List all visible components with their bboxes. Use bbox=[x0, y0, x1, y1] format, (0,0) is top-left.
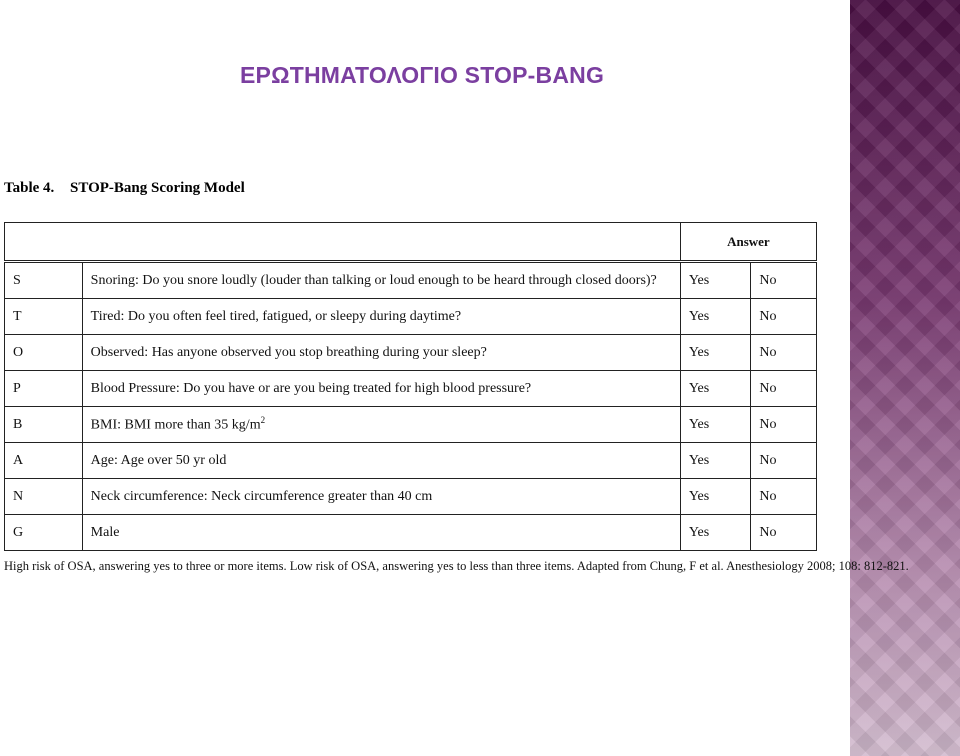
row-question: Male bbox=[82, 515, 680, 551]
row-no: No bbox=[751, 299, 817, 335]
table-row bbox=[5, 299, 817, 335]
row-no: No bbox=[751, 407, 817, 443]
table-caption-title: STOP-Bang Scoring Model bbox=[70, 180, 245, 196]
row-yes: Yes bbox=[680, 479, 751, 515]
table-row bbox=[5, 479, 817, 515]
row-letter: P bbox=[5, 371, 83, 407]
row-letter: G bbox=[5, 515, 83, 551]
row-no: No bbox=[751, 515, 817, 551]
row-question-superscript: 2 bbox=[260, 415, 266, 426]
row-yes: Yes bbox=[680, 443, 751, 479]
table-row bbox=[5, 262, 817, 299]
row-letter: T bbox=[5, 299, 83, 335]
row-letter: O bbox=[5, 335, 83, 371]
row-no: No bbox=[751, 262, 817, 299]
stop-bang-table bbox=[4, 222, 817, 551]
table-caption-number: Table 4. bbox=[4, 180, 55, 196]
row-letter: A bbox=[5, 443, 83, 479]
header-blank-cell bbox=[5, 223, 681, 262]
row-question: Neck circumference: Neck circumference greater than 40 cm bbox=[82, 479, 680, 515]
row-question-text: BMI: BMI more than 35 kg/m bbox=[90, 417, 261, 433]
row-question: Snoring: Do you snore loudly (louder than talking or loud enough to be heard through closed doors)? bbox=[82, 262, 680, 299]
row-no: No bbox=[751, 443, 817, 479]
table-row bbox=[5, 443, 817, 479]
row-yes: Yes bbox=[680, 335, 751, 371]
row-question: Blood Pressure: Do you have or are you being treated for high blood pressure? bbox=[82, 371, 680, 407]
slide-title: ΕΡΩΤΗΜΑΤΟΛΟΓΙΟ STOP-BANG bbox=[240, 62, 605, 88]
row-yes: Yes bbox=[680, 299, 751, 335]
table-row bbox=[5, 515, 817, 551]
row-question: Observed: Has anyone observed you stop breathing during your sleep? bbox=[82, 335, 680, 371]
row-question: Tired: Do you often feel tired, fatigued, or sleepy during daytime? bbox=[82, 299, 680, 335]
row-yes: Yes bbox=[680, 407, 751, 443]
row-no: No bbox=[751, 335, 817, 371]
row-yes: Yes bbox=[680, 262, 751, 299]
answer-header: Answer bbox=[680, 223, 816, 262]
row-letter: B bbox=[5, 407, 83, 443]
table-row bbox=[5, 407, 817, 443]
row-yes: Yes bbox=[680, 515, 751, 551]
row-question bbox=[82, 407, 680, 443]
table-header-row bbox=[5, 223, 817, 262]
table-caption bbox=[4, 180, 245, 197]
row-yes: Yes bbox=[680, 371, 751, 407]
row-question: Age: Age over 50 yr old bbox=[82, 443, 680, 479]
row-letter: N bbox=[5, 479, 83, 515]
row-letter: S bbox=[5, 262, 83, 299]
decorative-side-band bbox=[850, 0, 960, 756]
table-row bbox=[5, 371, 817, 407]
table-footnote: High risk of OSA, answering yes to three or more items. Low risk of OSA, answering yes to less than three items. Adapted from Chung, F et al. Anesthesiology 2008; 108: 812-821. bbox=[4, 559, 909, 573]
row-no: No bbox=[751, 371, 817, 407]
row-no: No bbox=[751, 479, 817, 515]
table-row bbox=[5, 335, 817, 371]
